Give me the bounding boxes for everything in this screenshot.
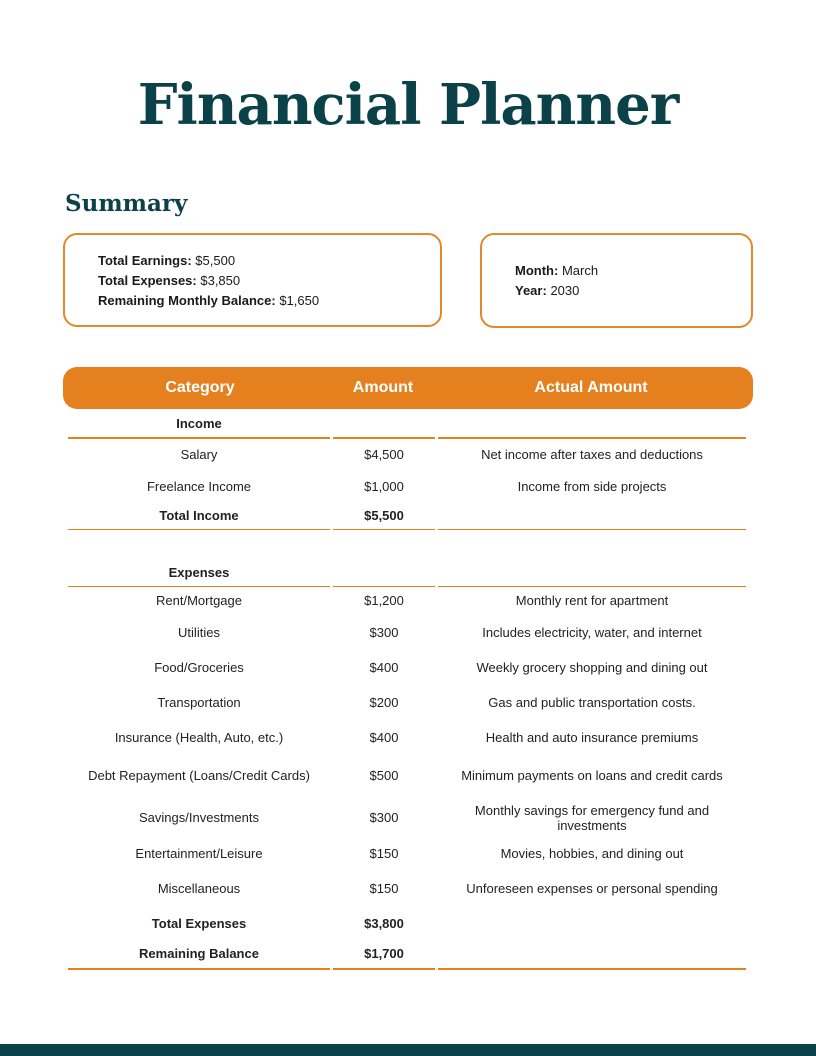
total-expenses-row-amount: $3,800 (364, 916, 404, 931)
expense-row-note: Monthly savings for emergency fund and investments (474, 803, 710, 833)
total-expenses-value: $3,850 (200, 273, 241, 288)
expense-row-amount: $150 (369, 846, 399, 861)
income-row-note: Net income after taxes and deductions (481, 447, 703, 462)
divider (68, 968, 330, 970)
remaining-balance-line (98, 291, 440, 311)
table-header (63, 367, 753, 409)
total-earnings-value: $5,500 (195, 253, 236, 268)
expense-row-note: Monthly rent for apartment (515, 593, 669, 608)
divider (333, 968, 435, 970)
expense-row-amount: $150 (369, 881, 399, 896)
expense-row-amount: $400 (369, 660, 399, 675)
total-earnings-label: Total Earnings: (98, 253, 192, 268)
expense-row-note: Weekly grocery shopping and dining out (476, 660, 708, 675)
divider (333, 586, 435, 587)
expense-row-note: Gas and public transportation costs. (488, 695, 696, 710)
year-line (515, 281, 751, 301)
divider (68, 529, 330, 530)
summary-heading: Summary (65, 190, 188, 217)
expense-row-category: Insurance (Health, Auto, etc.) (114, 730, 284, 745)
page-title: Financial Planner (137, 72, 679, 138)
income-row-category: Freelance Income (146, 479, 252, 494)
expense-row-amount: $200 (369, 695, 399, 710)
expense-row-note: Health and auto insurance premiums (485, 730, 699, 745)
expense-row-note: Minimum payments on loans and credit cards (461, 768, 723, 783)
total-expenses-label: Total Expenses: (98, 273, 197, 288)
expense-row-category: Entertainment/Leisure (135, 846, 263, 861)
remaining-balance-row-amount: $1,700 (364, 946, 404, 961)
header-amount: Amount (352, 379, 414, 396)
remaining-balance-row-label: Remaining Balance (139, 946, 259, 961)
income-row-amount: $1,000 (364, 479, 404, 494)
period-box (480, 233, 753, 328)
income-row-note: Income from side projects (517, 479, 667, 494)
expense-row-amount: $1,200 (364, 593, 404, 608)
divider (333, 437, 435, 439)
expense-row-amount: $500 (369, 768, 399, 783)
expense-row-category: Debt Repayment (Loans/Credit Cards) (88, 768, 310, 783)
total-earnings-line (98, 251, 440, 271)
expense-row-category: Food/Groceries (154, 660, 244, 675)
month-label: Month: (515, 263, 559, 278)
total-income-amount: $5,500 (364, 508, 404, 523)
expense-row-note: Includes electricity, water, and internet (482, 625, 702, 640)
month-line (515, 261, 751, 281)
divider (333, 529, 435, 530)
summary-totals-box (63, 233, 442, 327)
expense-row-amount: $400 (369, 730, 399, 745)
divider (68, 586, 330, 587)
expense-row-category: Savings/Investments (139, 810, 259, 825)
header-actual-amount: Actual Amount (534, 379, 648, 396)
expenses-section-label: Expenses (168, 565, 230, 580)
year-value: 2030 (550, 283, 580, 298)
expense-row-amount: $300 (369, 625, 399, 640)
month-value: March (561, 263, 599, 278)
expense-row-amount: $300 (369, 810, 399, 825)
total-expenses-row-label: Total Expenses (151, 916, 247, 931)
total-expenses-line (98, 271, 440, 291)
expense-row-category: Rent/Mortgage (156, 593, 242, 608)
income-row-category: Salary (180, 447, 218, 462)
income-row-amount: $4,500 (364, 447, 404, 462)
divider (438, 529, 746, 530)
remaining-balance-value: $1,650 (279, 293, 320, 308)
divider (438, 586, 746, 587)
footer-bar (0, 1044, 816, 1056)
remaining-balance-label: Remaining Monthly Balance: (98, 293, 276, 308)
divider (68, 437, 330, 439)
income-section-label: Income (176, 416, 222, 431)
total-income-label: Total Income (159, 508, 239, 523)
expense-row-note: Movies, hobbies, and dining out (500, 846, 684, 861)
expense-row-category: Transportation (157, 695, 241, 710)
expense-row-category: Miscellaneous (157, 881, 241, 896)
divider (438, 968, 746, 970)
divider (438, 437, 746, 439)
expense-row-note: Unforeseen expenses or personal spending (466, 881, 718, 896)
header-category: Category (165, 379, 235, 396)
expense-row-category: Utilities (178, 625, 220, 640)
year-label: Year: (515, 283, 547, 298)
